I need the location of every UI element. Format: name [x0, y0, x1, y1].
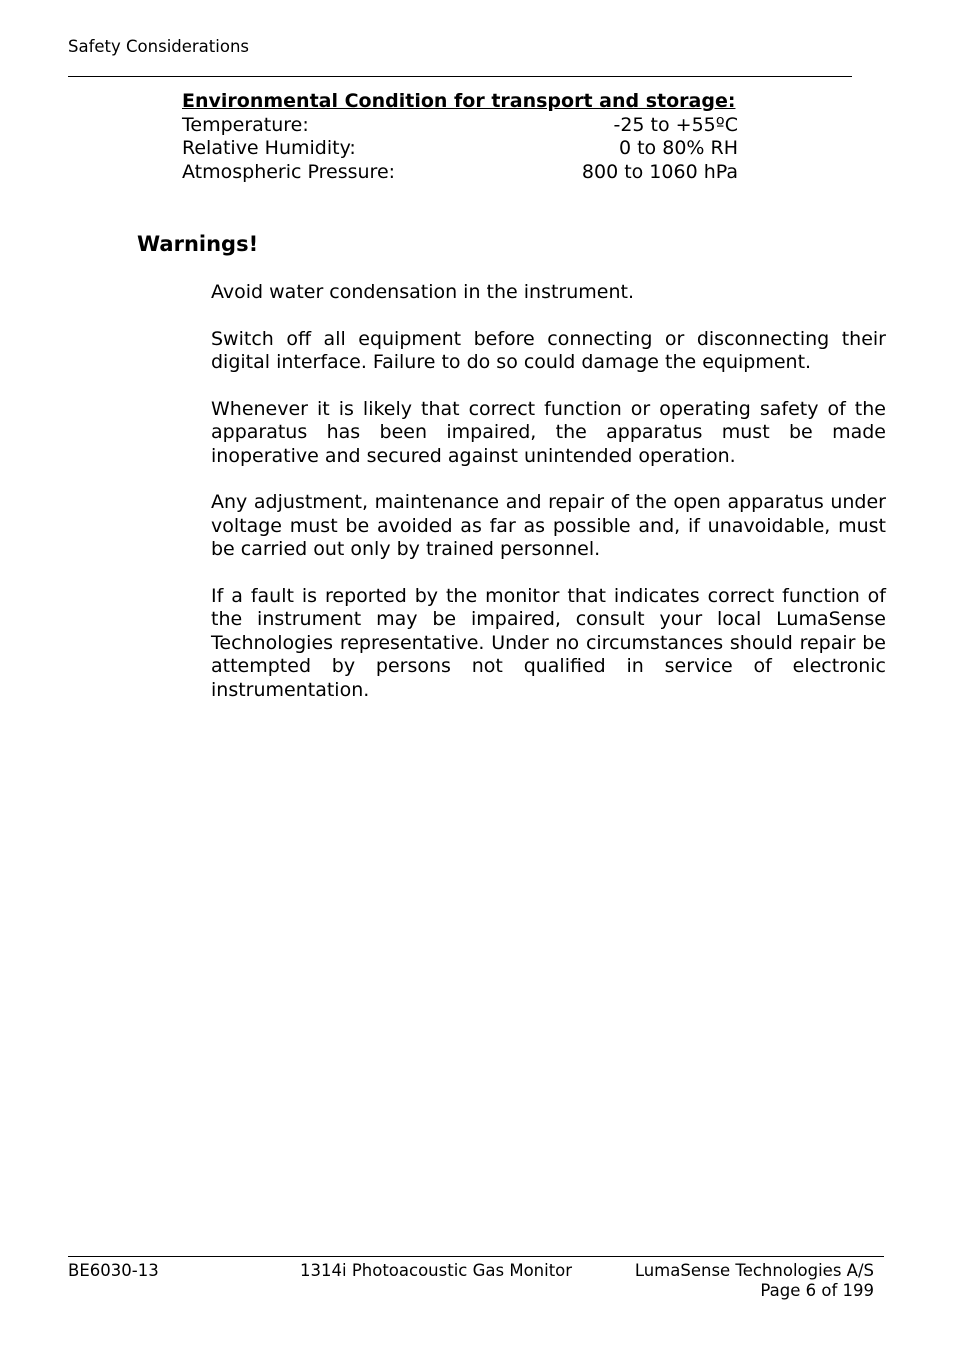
- env-value: 0 to 80% RH: [618, 137, 738, 159]
- footer-doc-id: BE6030-13: [68, 1261, 159, 1280]
- warning-paragraph: Whenever it is likely that correct function or operating safety of the apparatus has been impaired, the apparatus must be made inoperative and secured against unintended operation.: [211, 397, 886, 467]
- footer-product: 1314i Photoacoustic Gas Monitor: [300, 1261, 573, 1280]
- warning-paragraph: If a fault is reported by the monitor that indicates correct function of the instrument may be impaired, consult your local LumaSense Technologies representative. Under no circumstances should repair be attempted by persons not qualified in service of electronic instrumentation.: [211, 584, 886, 701]
- warning-paragraph: Avoid water condensation in the instrument.: [211, 281, 635, 303]
- env-value: -25 to +55ºC: [613, 113, 738, 136]
- env-row-temperature: [182, 114, 738, 138]
- environment-heading: Environmental Condition for transport and storage:: [182, 90, 736, 112]
- env-label: Temperature:: [182, 113, 309, 136]
- warnings-heading: Warnings!: [137, 232, 259, 256]
- footer-page-number: Page 6 of 199: [760, 1281, 874, 1300]
- footer-company: LumaSense Technologies A/S: [634, 1261, 874, 1280]
- warning-paragraph: Switch off all equipment before connecting or disconnecting their digital interface. Failure to do so could damage the equipment.: [211, 327, 886, 373]
- warning-paragraph: Any adjustment, maintenance and repair of the open apparatus under voltage must be avoided as far as possible and, if unavoidable, must be carried out only by trained personnel.: [211, 491, 886, 560]
- environment-conditions: [182, 90, 738, 184]
- footer-right-block: [635, 1261, 874, 1301]
- env-label: Relative Humidity:: [182, 137, 356, 159]
- env-row-humidity: [182, 137, 738, 161]
- header-divider: [68, 76, 852, 77]
- env-label: Atmospheric Pressure:: [182, 160, 396, 183]
- page-header-title: Safety Considerations: [68, 37, 250, 56]
- footer-divider: [68, 1256, 884, 1257]
- env-row-pressure: [182, 161, 738, 185]
- warnings-body: [211, 281, 886, 725]
- env-value: 800 to 1060 hPa: [581, 160, 738, 183]
